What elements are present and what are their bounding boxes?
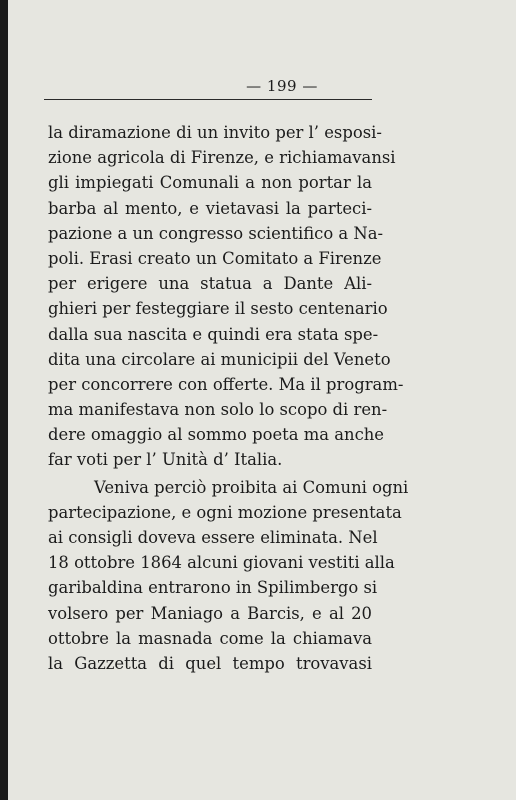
header-rule bbox=[44, 99, 372, 100]
text-line: la Gazzetta di quel tempo trovavasi bbox=[48, 653, 372, 673]
text-line: ma manifestava non solo lo scopo di ren- bbox=[48, 400, 388, 420]
text-line: volsero per Maniago a Barcis, e al 20 bbox=[48, 603, 372, 623]
page-number: — 199 — bbox=[246, 77, 318, 95]
text-line: ai consigli doveva essere eliminata. Nel bbox=[48, 528, 378, 547]
text-line: partecipazione, e ogni mozione presentata bbox=[48, 502, 402, 522]
text-line: far voti per l’ Unità d’ Italia. bbox=[48, 450, 283, 470]
paragraph-1 bbox=[48, 120, 404, 473]
text-line: ghieri per festeggiare il sesto centenario bbox=[48, 299, 388, 319]
text-line: Veniva perciò proibita ai Comuni ogni bbox=[94, 477, 409, 497]
text-line: pazione a un congresso scientifico a Na- bbox=[48, 223, 384, 243]
text-line: gli impiegati Comunali a non portar la bbox=[48, 173, 372, 193]
text-line: dere omaggio al sommo poeta ma anche bbox=[48, 425, 385, 445]
text-line: barba al mento, e vietavasi la parteci- bbox=[48, 198, 372, 218]
text-line: la diramazione di un invito per l’ esposi- bbox=[48, 123, 382, 142]
text-line: garibaldina entrarono in Spilimbergo si bbox=[48, 578, 378, 598]
paragraph-2 bbox=[48, 475, 409, 677]
text-line: dalla sua nascita e quindi era stata spe- bbox=[48, 324, 379, 344]
text-line: poli. Erasi creato un Comitato a Firenze bbox=[48, 248, 382, 268]
text-line: per concorrere con offerte. Ma il program- bbox=[48, 374, 404, 394]
text-line: zione agricola di Firenze, e richiamavansi bbox=[48, 148, 396, 168]
text-line: per erigere una statua a Dante Ali- bbox=[48, 274, 372, 294]
text-line: 18 ottobre 1864 alcuni giovani vestiti alla bbox=[48, 553, 395, 573]
text-line: dita una circolare ai municipii del Veneto bbox=[48, 349, 391, 369]
text-line: ottobre la masnada come la chiamava bbox=[48, 628, 372, 648]
body-text bbox=[48, 120, 409, 676]
book-page bbox=[8, 0, 516, 800]
